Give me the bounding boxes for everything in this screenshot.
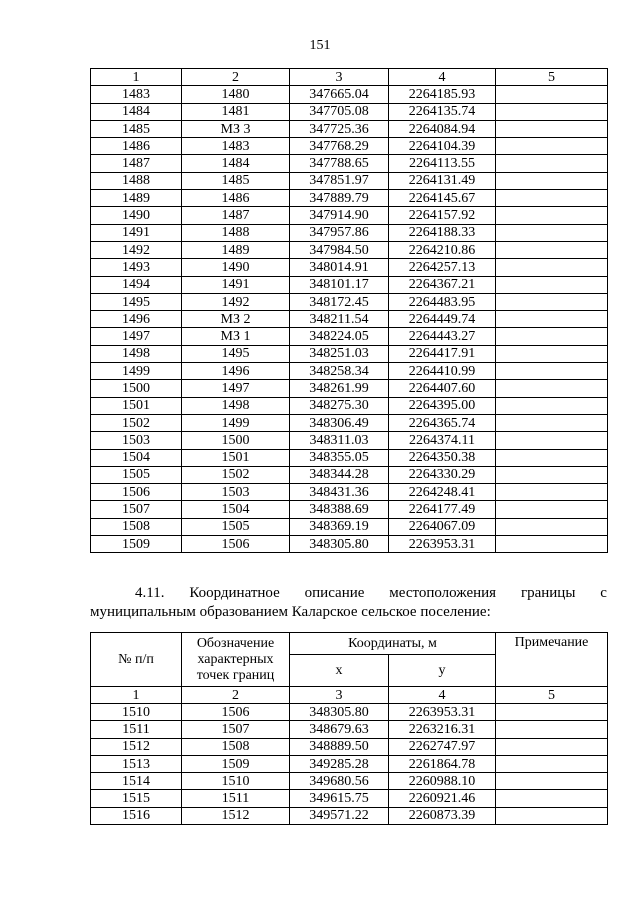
column-number-row <box>91 69 608 86</box>
table-cell: 2260921.46 <box>389 790 496 807</box>
table-row <box>91 501 608 518</box>
table-cell: 1510 <box>182 773 290 790</box>
table-row <box>91 790 608 807</box>
table-cell <box>496 518 608 535</box>
table-cell: 1488 <box>182 224 290 241</box>
table-cell: 1500 <box>182 432 290 449</box>
table-cell: 1512 <box>182 807 290 824</box>
table-cell: 1487 <box>91 155 182 172</box>
table-cell: 2263953.31 <box>389 536 496 553</box>
column-number: 3 <box>290 69 389 86</box>
table-cell: 2264067.09 <box>389 518 496 535</box>
table-cell: 2264084.94 <box>389 120 496 137</box>
table-cell: 1496 <box>182 363 290 380</box>
table-cell: 1492 <box>182 293 290 310</box>
table-cell <box>496 536 608 553</box>
header-col-number: 2 <box>182 687 290 704</box>
table-row <box>91 155 608 172</box>
table-row <box>91 755 608 772</box>
table-cell: 1486 <box>182 190 290 207</box>
table-cell <box>496 241 608 258</box>
table-cell: 1508 <box>91 518 182 535</box>
section-heading <box>90 584 607 622</box>
table-cell: 2264145.67 <box>389 190 496 207</box>
table-cell: МЗ 3 <box>182 120 290 137</box>
table-cell: 347851.97 <box>290 172 389 189</box>
table-cell: 1504 <box>91 449 182 466</box>
table-cell <box>496 86 608 103</box>
table-cell: 2263216.31 <box>389 721 496 738</box>
table-cell: 1514 <box>91 773 182 790</box>
header-col-number: 4 <box>389 687 496 704</box>
table-row <box>91 414 608 431</box>
table-cell <box>496 259 608 276</box>
table-cell: 1509 <box>182 755 290 772</box>
table-row <box>91 721 608 738</box>
table-cell: 348369.19 <box>290 518 389 535</box>
table-cell: 1505 <box>182 518 290 535</box>
table-cell: 1516 <box>91 807 182 824</box>
table-cell: 1484 <box>91 103 182 120</box>
table-cell: 1490 <box>91 207 182 224</box>
table-cell: 1488 <box>91 172 182 189</box>
table-cell: 2264407.60 <box>389 380 496 397</box>
table-cell: 1501 <box>182 449 290 466</box>
table-row <box>91 224 608 241</box>
table-cell: 2262747.97 <box>389 738 496 755</box>
table-cell: 349615.75 <box>290 790 389 807</box>
table-row <box>91 536 608 553</box>
table-cell: 1487 <box>182 207 290 224</box>
table-cell: 348251.03 <box>290 345 389 362</box>
table-cell: 1497 <box>182 380 290 397</box>
table-cell <box>496 345 608 362</box>
table-cell: 1494 <box>91 276 182 293</box>
table-cell: 2264330.29 <box>389 466 496 483</box>
table-cell: 348431.36 <box>290 484 389 501</box>
table-row <box>91 328 608 345</box>
table-cell: 2264374.11 <box>389 432 496 449</box>
table-cell: 2264483.95 <box>389 293 496 310</box>
coordinates-table-continued <box>90 68 608 553</box>
table-cell: 1484 <box>182 155 290 172</box>
table-cell: 2260873.39 <box>389 807 496 824</box>
table-cell: 347889.79 <box>290 190 389 207</box>
table-row <box>91 241 608 258</box>
table-cell <box>496 466 608 483</box>
table-body <box>91 704 608 825</box>
table-cell: 1503 <box>182 484 290 501</box>
table-cell <box>496 738 608 755</box>
table-cell: 348224.05 <box>290 328 389 345</box>
table-cell: 1502 <box>182 466 290 483</box>
header-col-number: 5 <box>496 687 608 704</box>
table-cell <box>496 172 608 189</box>
table-cell: МЗ 1 <box>182 328 290 345</box>
table-cell: 1499 <box>182 414 290 431</box>
table-cell: 1510 <box>91 704 182 721</box>
column-number: 2 <box>182 69 290 86</box>
table-row <box>91 259 608 276</box>
column-number: 1 <box>91 69 182 86</box>
table-row <box>91 397 608 414</box>
table-cell: МЗ 2 <box>182 311 290 328</box>
heading-word: Координатное <box>189 585 280 601</box>
table-cell: 347914.90 <box>290 207 389 224</box>
table-cell: 348014.91 <box>290 259 389 276</box>
table-cell: 348305.80 <box>290 536 389 553</box>
table-cell: 2264210.86 <box>389 241 496 258</box>
table-cell <box>496 484 608 501</box>
table-cell: 2261864.78 <box>389 755 496 772</box>
table-row <box>91 311 608 328</box>
table-cell: 348355.05 <box>290 449 389 466</box>
table-cell: 347725.36 <box>290 120 389 137</box>
table-row <box>91 172 608 189</box>
table-cell: 1504 <box>182 501 290 518</box>
table-cell: 1508 <box>182 738 290 755</box>
column-number: 4 <box>389 69 496 86</box>
table-cell: 2264177.49 <box>389 501 496 518</box>
table-cell: 349571.22 <box>290 807 389 824</box>
heading-word: описание <box>304 585 365 601</box>
table-cell <box>496 449 608 466</box>
table-cell: 1499 <box>91 363 182 380</box>
header-coordinates: Координаты, м <box>290 633 496 655</box>
table-row <box>91 293 608 310</box>
table-cell: 1498 <box>91 345 182 362</box>
table-cell: 348889.50 <box>290 738 389 755</box>
heading-word: с <box>600 585 607 601</box>
table-cell <box>496 414 608 431</box>
table-cell <box>496 138 608 155</box>
table-cell <box>496 501 608 518</box>
table-cell: 347788.65 <box>290 155 389 172</box>
table-cell: 2264113.55 <box>389 155 496 172</box>
table-cell <box>496 363 608 380</box>
heading-word: местоположения <box>389 585 497 601</box>
table-cell <box>496 380 608 397</box>
table-cell: 1496 <box>91 311 182 328</box>
table-cell: 2263953.31 <box>389 704 496 721</box>
table-cell: 1509 <box>91 536 182 553</box>
table-cell: 347957.86 <box>290 224 389 241</box>
table-cell: 348275.30 <box>290 397 389 414</box>
table-cell: 1512 <box>91 738 182 755</box>
table-cell: 2264417.91 <box>389 345 496 362</box>
table-cell: 2264443.27 <box>389 328 496 345</box>
table-cell: 2260988.10 <box>389 773 496 790</box>
table-cell: 2264395.00 <box>389 397 496 414</box>
table-cell: 348172.45 <box>290 293 389 310</box>
table-cell: 1489 <box>182 241 290 258</box>
table-row <box>91 484 608 501</box>
table-cell: 348258.34 <box>290 363 389 380</box>
table-row <box>91 518 608 535</box>
table-cell: 2264350.38 <box>389 449 496 466</box>
table-body <box>91 69 608 553</box>
heading-word: 4.11. <box>135 585 165 601</box>
table-row <box>91 380 608 397</box>
table-row <box>91 86 608 103</box>
table-cell: 1490 <box>182 259 290 276</box>
table-cell: 348101.17 <box>290 276 389 293</box>
table-cell: 1486 <box>91 138 182 155</box>
table-cell <box>496 773 608 790</box>
table-cell <box>496 704 608 721</box>
table-cell: 1498 <box>182 397 290 414</box>
table-row <box>91 363 608 380</box>
table-cell: 1515 <box>91 790 182 807</box>
table-cell: 347665.04 <box>290 86 389 103</box>
table-cell <box>496 276 608 293</box>
table-cell: 1513 <box>91 755 182 772</box>
table-cell <box>496 755 608 772</box>
table-cell <box>496 207 608 224</box>
table-cell: 1483 <box>182 138 290 155</box>
column-number: 5 <box>496 69 608 86</box>
table-row <box>91 432 608 449</box>
table-cell: 347768.29 <box>290 138 389 155</box>
table-cell: 1493 <box>91 259 182 276</box>
table-cell: 348388.69 <box>290 501 389 518</box>
table-cell: 1492 <box>91 241 182 258</box>
table-cell: 348211.54 <box>290 311 389 328</box>
table-cell: 2264367.21 <box>389 276 496 293</box>
table-cell: 347705.08 <box>290 103 389 120</box>
table-cell: 2264157.92 <box>389 207 496 224</box>
table-row <box>91 807 608 824</box>
header-num: № п/п <box>91 633 182 687</box>
table-cell <box>496 103 608 120</box>
table-cell <box>496 293 608 310</box>
table-cell: 1511 <box>91 721 182 738</box>
table-cell: 1489 <box>91 190 182 207</box>
table-cell <box>496 311 608 328</box>
table-cell: 1485 <box>182 172 290 189</box>
table-cell: 1497 <box>91 328 182 345</box>
table-cell: 2264135.74 <box>389 103 496 120</box>
table-cell <box>496 790 608 807</box>
table-row <box>91 207 608 224</box>
table-cell <box>496 807 608 824</box>
header-col-number: 1 <box>91 687 182 704</box>
table-cell: 349680.56 <box>290 773 389 790</box>
table-cell: 1495 <box>91 293 182 310</box>
table-cell: 348306.49 <box>290 414 389 431</box>
table-row <box>91 276 608 293</box>
table-row <box>91 704 608 721</box>
table-cell <box>496 721 608 738</box>
table-cell: 347984.50 <box>290 241 389 258</box>
table-cell <box>496 328 608 345</box>
table-row <box>91 773 608 790</box>
table-cell: 348305.80 <box>290 704 389 721</box>
page-number: 151 <box>309 38 331 53</box>
header-note: Примечание <box>496 633 608 687</box>
table-cell: 348261.99 <box>290 380 389 397</box>
table-cell <box>496 190 608 207</box>
table-cell <box>496 224 608 241</box>
table-cell: 1506 <box>91 484 182 501</box>
section-heading-line1 <box>90 584 607 603</box>
table-row <box>91 103 608 120</box>
table-cell: 1505 <box>91 466 182 483</box>
coordinates-table-kalarskoe <box>90 632 608 825</box>
table-cell <box>496 432 608 449</box>
table-cell: 1481 <box>182 103 290 120</box>
table-row <box>91 120 608 137</box>
table-cell: 2264185.93 <box>389 86 496 103</box>
table-cell: 1506 <box>182 536 290 553</box>
header-x: x <box>290 655 389 687</box>
table-cell: 1500 <box>91 380 182 397</box>
table-cell: 1491 <box>91 224 182 241</box>
table-cell: 2264410.99 <box>389 363 496 380</box>
table-row <box>91 738 608 755</box>
table-row <box>91 138 608 155</box>
table-cell: 1503 <box>91 432 182 449</box>
table-cell: 1480 <box>182 86 290 103</box>
table-cell: 348311.03 <box>290 432 389 449</box>
table-cell <box>496 397 608 414</box>
header-designation: Обозначение характерных точек границ <box>182 633 290 687</box>
table-cell <box>496 120 608 137</box>
table-cell: 349285.28 <box>290 755 389 772</box>
table-row <box>91 449 608 466</box>
table-row <box>91 190 608 207</box>
table-cell: 1507 <box>91 501 182 518</box>
table-row <box>91 466 608 483</box>
header-col-number: 3 <box>290 687 389 704</box>
table-cell: 1495 <box>182 345 290 362</box>
table-cell: 2264365.74 <box>389 414 496 431</box>
table-cell: 348344.28 <box>290 466 389 483</box>
table-cell: 2264248.41 <box>389 484 496 501</box>
table-cell: 1483 <box>91 86 182 103</box>
heading-word: границы <box>520 585 576 601</box>
table-cell: 2264449.74 <box>389 311 496 328</box>
header-y: y <box>389 655 496 687</box>
table-cell: 1511 <box>182 790 290 807</box>
table-cell: 348679.63 <box>290 721 389 738</box>
table-cell <box>496 155 608 172</box>
table-cell: 2264131.49 <box>389 172 496 189</box>
table-cell: 1485 <box>91 120 182 137</box>
table-cell: 2264257.13 <box>389 259 496 276</box>
table-cell: 1502 <box>91 414 182 431</box>
table-cell: 1507 <box>182 721 290 738</box>
table-cell: 2264104.39 <box>389 138 496 155</box>
table-cell: 1506 <box>182 704 290 721</box>
table-cell: 1501 <box>91 397 182 414</box>
table-cell: 2264188.33 <box>389 224 496 241</box>
section-heading-line2: муниципальным образованием Каларское сельское поселение: <box>90 604 491 620</box>
table-cell: 1491 <box>182 276 290 293</box>
table-row <box>91 345 608 362</box>
